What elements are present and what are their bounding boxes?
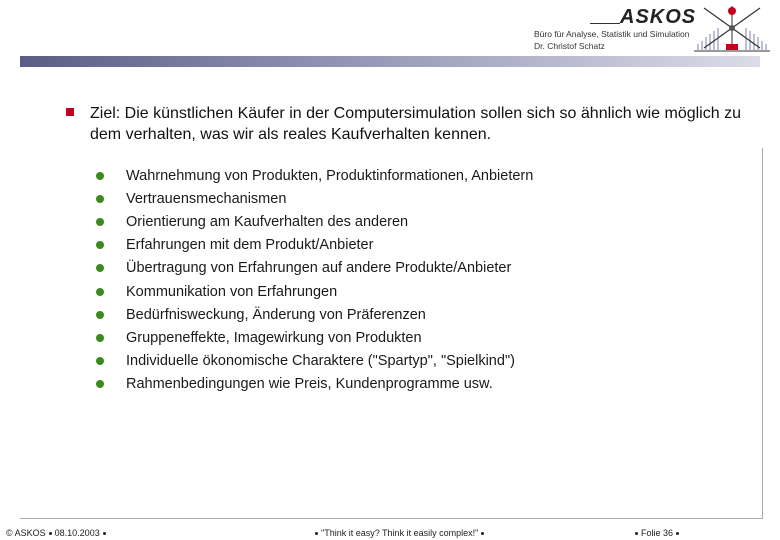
footer-slogan (312, 528, 487, 538)
footer-dot (676, 532, 679, 535)
footer-slide-number-text: Folie 36 (641, 528, 674, 538)
list-item-text: Gruppeneffekte, Imagewirkung von Produkten (126, 329, 422, 346)
list-item-text: Vertrauensmechanismen (126, 190, 287, 207)
logo-rule (590, 23, 620, 24)
list-item (96, 350, 533, 373)
list-item (96, 326, 533, 349)
logo-name: ASKOS (620, 6, 697, 28)
list-item-text: Kommunikation von Erfahrungen (126, 283, 338, 300)
bullet-dot (96, 334, 104, 342)
list-item-text: Übertragung von Erfahrungen auf andere Produkte/Anbieter (126, 260, 512, 277)
list-item-text: Individuelle ökonomische Charaktere ("Spartyp", "Spielkind") (126, 353, 515, 370)
footer-slide-number (632, 528, 682, 538)
list-item (96, 187, 533, 210)
list-item-text: Wahrnehmung von Produkten, Produktinformationen, Anbietern (126, 167, 534, 184)
bullet-dot (96, 241, 104, 249)
footer-copyright (6, 528, 109, 538)
header-bar (20, 56, 760, 67)
bullet-dot (96, 264, 104, 272)
footer-dot (49, 532, 52, 535)
footer-dot (103, 532, 106, 535)
list-item (96, 234, 533, 257)
bullet-dot (96, 311, 104, 319)
bullet-dot (96, 218, 104, 226)
askos-logo (520, 6, 697, 52)
list-item (96, 373, 533, 396)
footer-date: 08.10.2003 (54, 528, 100, 538)
frame-line-right (762, 148, 763, 518)
main-point-text: Ziel: Die künstlichen Käufer in der Computersimulation sollen sich so ähnlich wie möglich zu dem verhalten, was wir als reales Kaufverhalten kennen. (90, 105, 741, 143)
list-item-text: Rahmenbedingungen wie Preis, Kundenprogramme usw. (126, 376, 493, 393)
footer-dot (635, 532, 638, 535)
list-item (96, 257, 533, 280)
footer-slogan-text: "Think it easy? Think it easily complex!" (321, 528, 479, 538)
logo-subtitle: Büro für Analyse, Statistik und Simulation (534, 29, 690, 39)
bullet-dot (96, 380, 104, 388)
footer-copyright-text: © ASKOS (6, 528, 46, 538)
target-cross-chart-icon (690, 4, 774, 54)
logo-author: Dr. Christof Schatz (534, 41, 605, 51)
list-item-text: Orientierung am Kaufverhalten des anderen (126, 213, 409, 230)
bullet-dot (96, 172, 104, 180)
list-item (96, 303, 533, 326)
main-bullet-square (66, 108, 74, 116)
bullet-dot (96, 288, 104, 296)
list-item-text: Erfahrungen mit dem Produkt/Anbieter (126, 237, 374, 254)
list-item (96, 210, 533, 233)
footer-dot (481, 532, 484, 535)
frame-line-bottom (20, 518, 763, 519)
bullet-dot (96, 195, 104, 203)
bullet-dot (96, 357, 104, 365)
footer-dot (315, 532, 318, 535)
list-item (96, 164, 533, 187)
list-item-text: Bedürfnisweckung, Änderung von Präferenzen (126, 306, 426, 323)
list-item (96, 280, 533, 303)
sub-bullet-list (96, 164, 533, 396)
